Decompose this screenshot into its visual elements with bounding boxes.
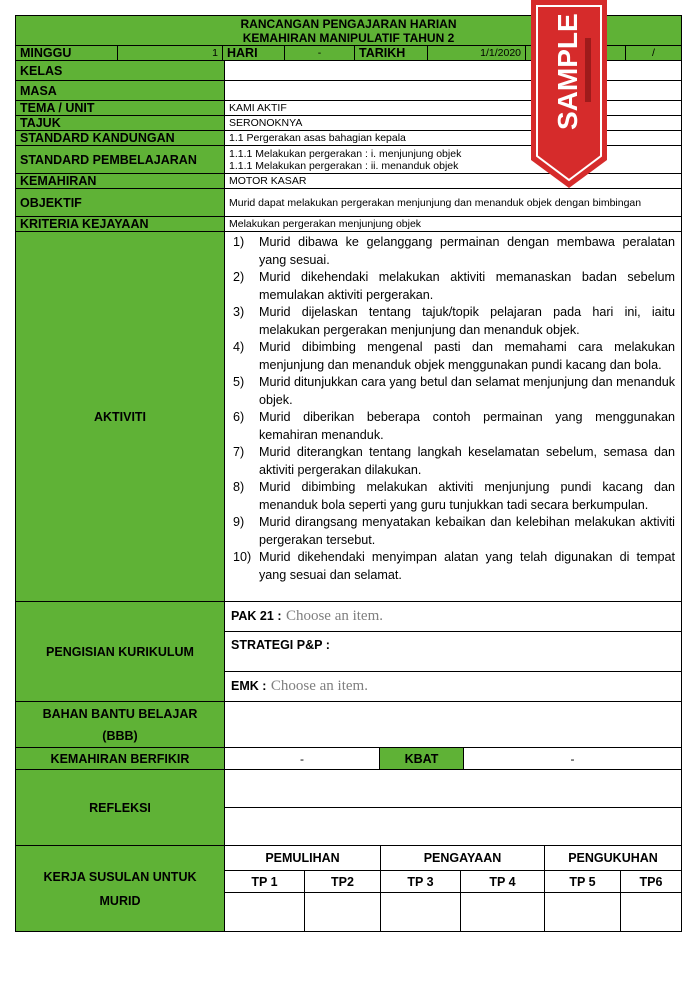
aktiviti-item-text: Murid diberikan beberapa contoh permainan yang menggunakan kemahiran menanduk.: [259, 410, 675, 442]
sk-value[interactable]: 1.1 Pergerakan asas bahagian kepala: [225, 131, 682, 146]
tp4-cell[interactable]: [461, 893, 545, 932]
bbb-value[interactable]: [225, 702, 682, 748]
kemahiran-value[interactable]: MOTOR KASAR: [225, 174, 682, 189]
objektif-label: OBJEKTIF: [16, 189, 225, 217]
objektif-value[interactable]: Murid dapat melakukan pergerakan menjunjung dan menanduk objek dengan bimbingan: [225, 189, 682, 217]
aktiviti-item-number: 3): [233, 305, 245, 319]
strategi-row[interactable]: [225, 631, 681, 671]
sp-label: STANDARD PEMBELAJARAN: [16, 146, 225, 174]
tp2-header: TP2: [305, 871, 381, 893]
aktiviti-list: [233, 234, 675, 584]
aktiviti-item-text: Murid dijelaskan tentang tajuk/topik pelajaran pada hari ini, iaitu melakukan pergerakan menjunjung dan menanduk objek.: [259, 305, 675, 337]
aktiviti-item-number: 4): [233, 340, 245, 354]
kriteria-value[interactable]: Melakukan pergerakan menjunjung objek: [225, 217, 682, 232]
strategi-label: STRATEGI P&P :: [231, 637, 330, 652]
minggu-value[interactable]: 1: [118, 46, 223, 61]
pengisian-content: [225, 602, 682, 702]
bbb-label-line-1: BAHAN BANTU BELAJAR: [42, 706, 198, 721]
kelas-label: KELAS: [16, 61, 225, 81]
sp-value-line-2: 1.1.1 Melakukan pergerakan : ii. menanduk objek: [229, 159, 459, 172]
emk-dropdown[interactable]: Choose an item.: [270, 678, 368, 695]
tp3-cell[interactable]: [381, 893, 461, 932]
aktiviti-content[interactable]: [225, 232, 682, 602]
minggu-label: MINGGU: [16, 46, 118, 61]
aktiviti-label: AKTIVITI: [16, 232, 225, 602]
tp6-cell[interactable]: [621, 893, 682, 932]
hari-value[interactable]: -: [285, 46, 355, 61]
tp1-cell[interactable]: [225, 893, 305, 932]
aktiviti-item: [233, 374, 675, 409]
aktiviti-item-text: Murid dikehendaki menyimpan alatan yang telah digunakan di tempat yang sesuai dan selamat.: [259, 550, 675, 582]
extra-value[interactable]: /: [626, 46, 682, 61]
aktiviti-item-number: 8): [233, 480, 245, 494]
aktiviti-item-number: 10): [233, 550, 252, 564]
tarikh-value[interactable]: 1/1/2020: [428, 46, 526, 61]
tema-label: TEMA / UNIT: [16, 101, 225, 116]
tp5-cell[interactable]: [545, 893, 621, 932]
aktiviti-item: [233, 304, 675, 339]
pengisian-inner: [225, 602, 681, 701]
tp3-header: TP 3: [381, 871, 461, 893]
tp2-cell[interactable]: [305, 893, 381, 932]
susulan-label-line-2: MURID: [99, 893, 141, 908]
tarikh-label: TARIKH: [355, 46, 428, 61]
berfikir-table: [15, 747, 682, 770]
kriteria-label: KRITERIA KEJAYAAN: [16, 217, 225, 232]
kbat-label: KBAT: [380, 748, 464, 770]
masa-label: MASA: [16, 81, 225, 101]
pak21-label: PAK 21 :: [231, 609, 282, 624]
pengukuhan-header: PENGUKUHAN: [545, 846, 682, 871]
aktiviti-item: [233, 234, 675, 269]
pak21-dropdown[interactable]: Choose an item.: [285, 608, 384, 625]
aktiviti-item: [233, 409, 675, 444]
kemahiran-label: KEMAHIRAN: [16, 174, 225, 189]
berfikir-value[interactable]: -: [225, 748, 380, 770]
aktiviti-item-number: 2): [233, 270, 245, 284]
aktiviti-item: [233, 479, 675, 514]
kelas-value[interactable]: [225, 61, 682, 81]
aktiviti-item: [233, 549, 675, 584]
aktiviti-item: [233, 514, 675, 549]
sp-value[interactable]: [225, 146, 682, 174]
emk-row[interactable]: [225, 671, 681, 701]
tajuk-label: TAJUK: [16, 116, 225, 131]
susulan-table: [15, 845, 682, 932]
ribbon-text: SAMPLE: [552, 13, 583, 130]
aktiviti-item: [233, 269, 675, 304]
aktiviti-item-number: 9): [233, 515, 245, 529]
emk-label: EMK :: [231, 679, 267, 694]
aktiviti-item-text: Murid dibimbing mengenal pasti dan memahami cara melakukan menjunjung dan menanduk objek menggunakan pundi kacang dan bola.: [259, 340, 675, 372]
sp-value-line-1: 1.1.1 Melakukan pergerakan : i. menjunjung objek: [229, 147, 462, 160]
tema-value[interactable]: KAMI AKTIF: [225, 101, 682, 116]
aktiviti-item-text: Murid ditunjukkan cara yang betul dan selamat menjunjung dan menanduk objek.: [259, 375, 675, 407]
bbb-label-line-2: (BBB): [102, 728, 138, 743]
aktiviti-item-text: Murid dikehendaki melakukan aktiviti memanaskan badan sebelum memulakan aktiviti pergerakan.: [259, 270, 675, 302]
aktiviti-item-text: Murid diterangkan tentang langkah keselamatan sebelum, semasa dan aktiviti pergerakan dilakukan.: [259, 445, 675, 477]
title-line-2: KEMAHIRAN MANIPULATIF TAHUN 2: [242, 30, 455, 45]
kbat-value[interactable]: -: [464, 748, 682, 770]
refleksi-label: REFLEKSI: [16, 770, 225, 846]
masa-value[interactable]: [225, 81, 682, 101]
pak21-row[interactable]: [225, 602, 681, 631]
aktiviti-item-text: Murid dibawa ke gelanggang permainan dengan membawa peralatan yang sesuai.: [259, 235, 675, 267]
aktiviti-item-number: 5): [233, 375, 245, 389]
aktiviti-item: [233, 339, 675, 374]
pengayaan-header: PENGAYAAN: [381, 846, 545, 871]
hari-label: HARI: [223, 46, 285, 61]
tp4-header: TP 4: [461, 871, 545, 893]
aktiviti-item-number: 7): [233, 445, 245, 459]
tp1-header: TP 1: [225, 871, 305, 893]
refleksi-line-2[interactable]: [225, 808, 682, 846]
aktiviti-item: [233, 444, 675, 479]
refleksi-line-1[interactable]: [225, 770, 682, 808]
berfikir-label: KEMAHIRAN BERFIKIR: [16, 748, 225, 770]
ribbon-fine-print: [585, 38, 591, 102]
aktiviti-item-text: Murid dirangsang menyatakan kebaikan dan kelebihan melakukan aktiviti pergerakan tersebut.: [259, 515, 675, 547]
susulan-label: [16, 846, 225, 932]
aktiviti-item-number: 1): [233, 235, 245, 249]
susulan-label-line-1: KERJA SUSULAN UNTUK: [43, 869, 197, 884]
pengisian-label: PENGISIAN KURIKULUM: [16, 602, 225, 702]
aktiviti-item-number: 6): [233, 410, 245, 424]
tajuk-value[interactable]: SERONOKNYA: [225, 116, 682, 131]
aktiviti-item-text: Murid dibimbing melakukan aktiviti menjunjung pundi kacang dan menanduk bola seperti yang guru tunjukkan tadi secara berkumpulan.: [259, 480, 675, 512]
tp5-header: TP 5: [545, 871, 621, 893]
sk-label: STANDARD KANDUNGAN: [16, 131, 225, 146]
bbb-label: [16, 702, 225, 748]
sample-ribbon-watermark: [527, 0, 611, 188]
refleksi-table: [15, 769, 682, 846]
pemulihan-header: PEMULIHAN: [225, 846, 381, 871]
tp6-header: TP6: [621, 871, 682, 893]
title-line-1: RANCANGAN PENGAJARAN HARIAN: [240, 16, 457, 31]
